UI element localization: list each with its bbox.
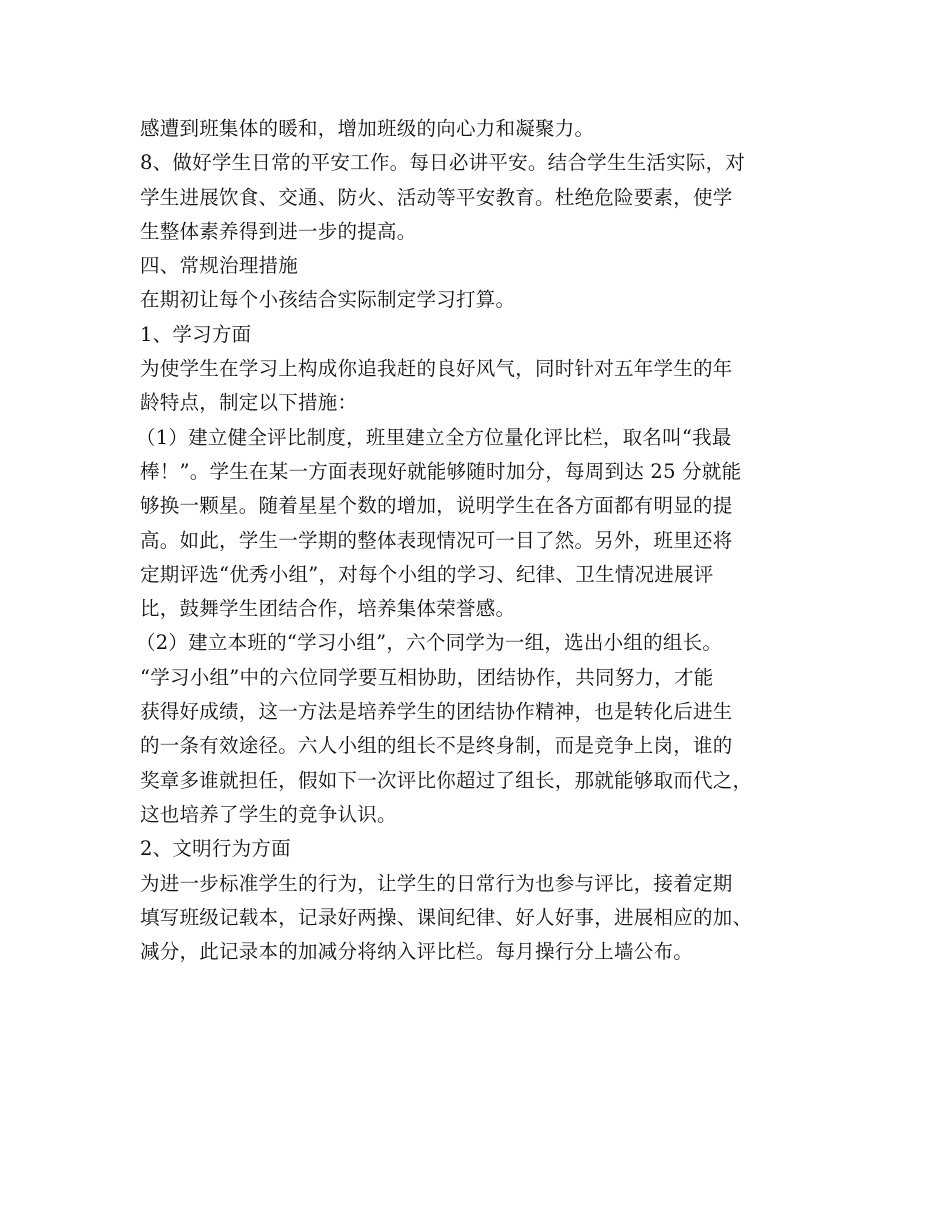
text-line: 在期初让每个小孩结合实际制定学习打算。 bbox=[140, 288, 516, 312]
document-page bbox=[136, 112, 830, 969]
text-line: 8、做好学生日常的平安工作。每日必讲平安。结合学生生活实际，对 bbox=[140, 151, 746, 175]
text-line: 比，鼓舞学生团结合作，培养集体荣誉感。 bbox=[140, 597, 516, 621]
text-line: 获得好成绩，这一方法是培养学生的团结协作精神，也是转化后进生 bbox=[140, 700, 733, 724]
text-line: 感遭到班集体的暖和，增加班级的向心力和凝聚力。 bbox=[140, 117, 595, 140]
subsection-heading: 1、学习方面 bbox=[140, 322, 252, 346]
subsection-heading: 2、文明行为方面 bbox=[140, 837, 291, 861]
text-line: 高。如此，学生一学期的整体表现情况可一目了然。另外，班里还将 bbox=[140, 528, 733, 552]
text-line: 为使学生在学习上构成你追我赶的良好风气，同时针对五年学生的年 bbox=[140, 357, 733, 381]
text-line: （2）建立本班的“学习小组”，六个同学为一组，选出小组的组长。 bbox=[136, 631, 723, 655]
text-line: 棒！”。学生在某一方面表现好就能够随时加分，每周到达 25 分就能 bbox=[140, 459, 742, 483]
text-line: 减分，此记录本的加减分将纳入评比栏。每月操行分上墙公布。 bbox=[140, 940, 694, 964]
text-line: 龄特点，制定以下措施： bbox=[140, 391, 358, 415]
text-line: 生整体素养得到进一步的提高。 bbox=[140, 219, 417, 243]
text-line: 学生进展饮食、交通、防火、活动等平安教育。杜绝危险要素，使学 bbox=[140, 185, 733, 209]
text-line: “学习小组”中的六位同学要互相协助，团结协作，共同努力，才能 bbox=[140, 665, 714, 689]
text-line: 这也培养了学生的竞争认识。 bbox=[140, 802, 397, 826]
text-line: 定期评选“优秀小组”，对每个小组的学习、纪律、卫生情况进展评 bbox=[140, 562, 714, 586]
text-line: 奖章多谁就担任，假如下一次评比你超过了组长，那就能够取而代之， bbox=[140, 768, 753, 792]
text-line: 够换一颗星。随着星星个数的增加，说明学生在各方面都有明显的提 bbox=[140, 494, 733, 518]
text-line: 的一条有效途径。六人小组的组长不是终身制，而是竞争上岗，谁的 bbox=[140, 734, 733, 758]
text-line: 填写班级记载本，记录好两操、课间纪律、好人好事，进展相应的加、 bbox=[140, 905, 753, 929]
section-heading: 四、常规治理措施 bbox=[140, 254, 299, 278]
text-line: （1）建立健全评比制度，班里建立全方位量化评比栏，取名叫“我最 bbox=[136, 425, 732, 449]
text-line: 为进一步标准学生的行为，让学生的日常行为也参与评比，接着定期 bbox=[140, 871, 733, 895]
